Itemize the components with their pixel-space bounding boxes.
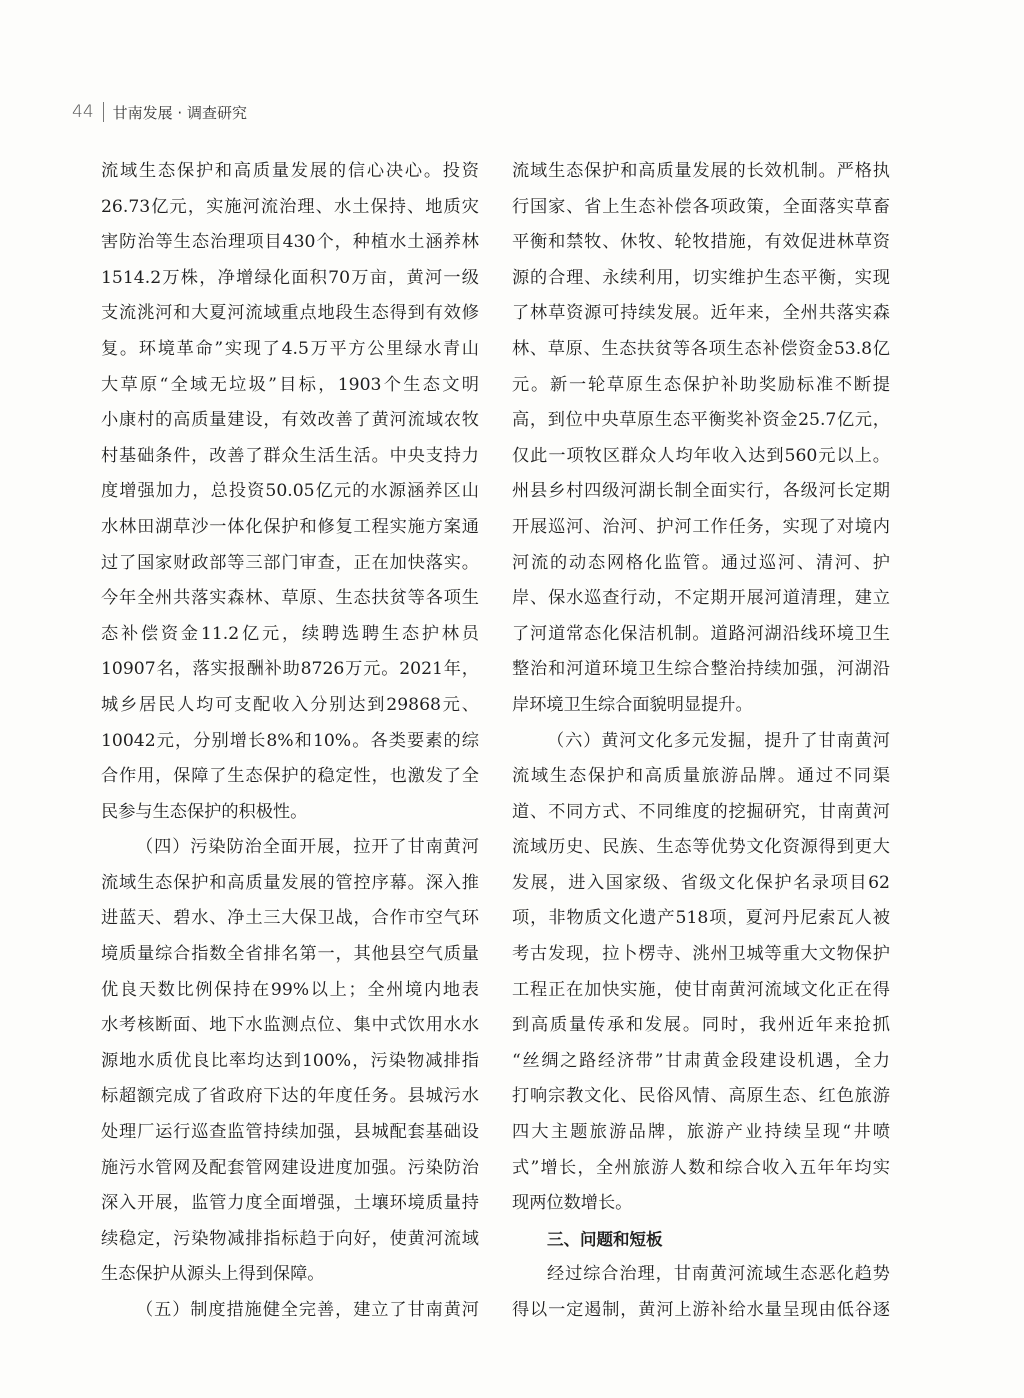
section-title: 甘南发展 · 调查研究 (112, 103, 247, 122)
text-line: 优良天数比例保持在99%以上；全州境内地表 (101, 979, 479, 1000)
text-line: 度增强加力，总投资50.05亿元的水源涵养区山 (101, 481, 479, 502)
text-line: 源地水质优良比率均达到100%，污染物减排指 (101, 1050, 479, 1071)
text-line: 林、草原、生态扶贫等各项生态补偿资金53.8亿 (512, 338, 890, 359)
text-line: 大草原“全域无垃圾”目标，1903个生态文明 (101, 374, 479, 395)
text-line: 害防治等生态治理项目430个，种植水土涵养林 (101, 232, 479, 253)
text-line: 打响宗教文化、民俗风情、高原生态、红色旅游 (512, 1086, 890, 1107)
text-line: 现两位数增长。 (512, 1193, 633, 1214)
text-line: 处理厂运行巡查监管持续加强，县城配套基础设 (101, 1122, 479, 1143)
text-line: 流域生态保护和高质量旅游品牌。通过不同渠 (512, 766, 890, 787)
text-line: 续稳定，污染物减排指标趋于向好，使黄河流域 (101, 1228, 479, 1249)
text-line: 支流洮河和大夏河流域重点地段生态得到有效修 (101, 303, 479, 324)
text-line: 水林田湖草沙一体化保护和修复工程实施方案通 (101, 516, 479, 537)
text-line: 小康村的高质量建设，有效改善了黄河流域农牧 (101, 410, 479, 431)
text-line: 生态保护从源头上得到保障。 (101, 1264, 325, 1285)
text-line: 流域生态保护和高质量发展的信心决心。投资 (101, 161, 479, 181)
page-number: 44 (72, 102, 94, 122)
text-line: 水考核断面、地下水监测点位、集中式饮用水水 (101, 1015, 479, 1036)
text-line: “丝绸之路经济带”甘肃黄金段建设机遇，全力 (512, 1050, 890, 1071)
text-line: 式”增长，全州旅游人数和综合收入五年年均实 (512, 1157, 890, 1178)
text-line: 26.73亿元，实施河流治理、水土保持、地质灾 (101, 196, 479, 217)
text-line: 城乡居民人均可支配收入分别达到29868元、 (101, 694, 479, 715)
text-line: 开展巡河、治河、护河工作任务，实现了对境内 (512, 516, 890, 537)
text-line: 村基础条件，改善了群众生活生活。中央支持力 (101, 445, 479, 466)
text-line: 标超额完成了省政府下达的年度任务。县城污水 (101, 1086, 479, 1107)
text-line: 10907名，落实报酬补助8726万元。2021年， (101, 659, 479, 680)
text-line: 流域生态保护和高质量发展的长效机制。严格执 (512, 161, 890, 181)
text-line: 1514.2万株，净增绿化面积70万亩，黄河一级 (101, 267, 479, 288)
text-line: （四）污染防治全面开展，拉开了甘南黄河 (136, 837, 479, 858)
text-line: 了林草资源可持续发展。近年来，全州共落实森 (512, 303, 890, 324)
text-line: 河流的动态网格化监管。通过巡河、清河、护 (512, 552, 890, 573)
text-line: 施污水管网及配套管网建设进度加强。污染防治 (101, 1157, 479, 1178)
text-line: 高，到位中央草原生态平衡奖补资金25.7亿元， (512, 410, 890, 431)
text-line: 了河道常态化保洁机制。道路河湖沿线环境卫生 (512, 623, 890, 644)
text-line: 岸环境卫生综合面貌明显提升。 (512, 694, 753, 715)
text-line: 到高质量传承和发展。同时，我州近年来抢抓 (512, 1015, 890, 1036)
text-line: 今年全州共落实森林、草原、生态扶贫等各项生 (101, 588, 479, 609)
text-line: 得以一定遏制，黄河上游补给水量呈现由低谷逐 (512, 1300, 890, 1320)
text-line: 境质量综合指数全省排名第一，其他县空气质量 (101, 944, 479, 965)
text-line: 发展，进入国家级、省级文化保护名录项目62 (512, 872, 890, 893)
text-line: 工程正在加快实施，使甘南黄河流域文化正在得 (512, 979, 890, 1000)
text-line: 进蓝天、碧水、净土三大保卫战，合作市空气环 (101, 908, 479, 929)
text-line: 项，非物质文化遗产518项，夏河丹尼索瓦人被 (512, 908, 890, 929)
text-line: 源的合理、永续利用，切实维护生态平衡，实现 (512, 267, 890, 288)
text-line: 道、不同方式、不同维度的挖掘研究，甘南黄河 (512, 801, 890, 822)
text-line: 流域历史、民族、生态等优势文化资源得到更大 (512, 837, 890, 858)
text-line: 仅此一项牧区群众人均年收入达到560元以上。 (512, 445, 890, 466)
left-text-column (101, 154, 479, 1329)
text-line: 流域生态保护和高质量发展的管控序幕。深入推 (101, 872, 479, 893)
text-line: 经过综合治理，甘南黄河流域生态恶化趋势 (547, 1264, 890, 1285)
text-line: 深入开展，监管力度全面增强，土壤环境质量持 (101, 1193, 479, 1214)
text-line: 民参与生态保护的积极性。 (101, 801, 308, 822)
text-line: （五）制度措施健全完善，建立了甘南黄河 (136, 1300, 479, 1320)
text-line: 行国家、省上生态补偿各项政策，全面落实草畜 (512, 196, 890, 217)
text-line: 10042元，分别增长8%和10%。各类要素的综 (101, 730, 479, 751)
text-line: 态补偿资金11.2亿元，续聘选聘生态护林员 (101, 623, 479, 644)
text-line: 四大主题旅游品牌，旅游产业持续呈现“井喷 (512, 1122, 890, 1143)
text-line: （六）黄河文化多元发掘，提升了甘南黄河 (547, 730, 890, 751)
text-line: 元。新一轮草原生态保护补助奖励标准不断提 (512, 374, 890, 395)
text-line: 州县乡村四级河湖长制全面实行，各级河长定期 (512, 481, 890, 502)
text-line: 过了国家财政部等三部门审查，正在加快落实。 (101, 552, 479, 573)
text-line: 复。环境革命”实现了4.5万平方公里绿水青山 (101, 338, 479, 359)
section-heading: 三、问题和短板 (547, 1229, 663, 1249)
text-line: 平衡和禁牧、休牧、轮牧措施，有效促进林草资 (512, 232, 890, 253)
running-header (72, 100, 247, 124)
text-line: 整治和河道环境卫生综合整治持续加强，河湖沿 (512, 659, 890, 680)
right-text-column (512, 154, 890, 1329)
text-line: 合作用，保障了生态保护的稳定性，也激发了全 (101, 766, 479, 787)
text-line: 岸、保水巡查行动，不定期开展河道清理，建立 (512, 588, 890, 609)
header-divider (103, 102, 104, 122)
text-line: 考古发现，拉卜楞寺、洮州卫城等重大文物保护 (512, 944, 890, 965)
